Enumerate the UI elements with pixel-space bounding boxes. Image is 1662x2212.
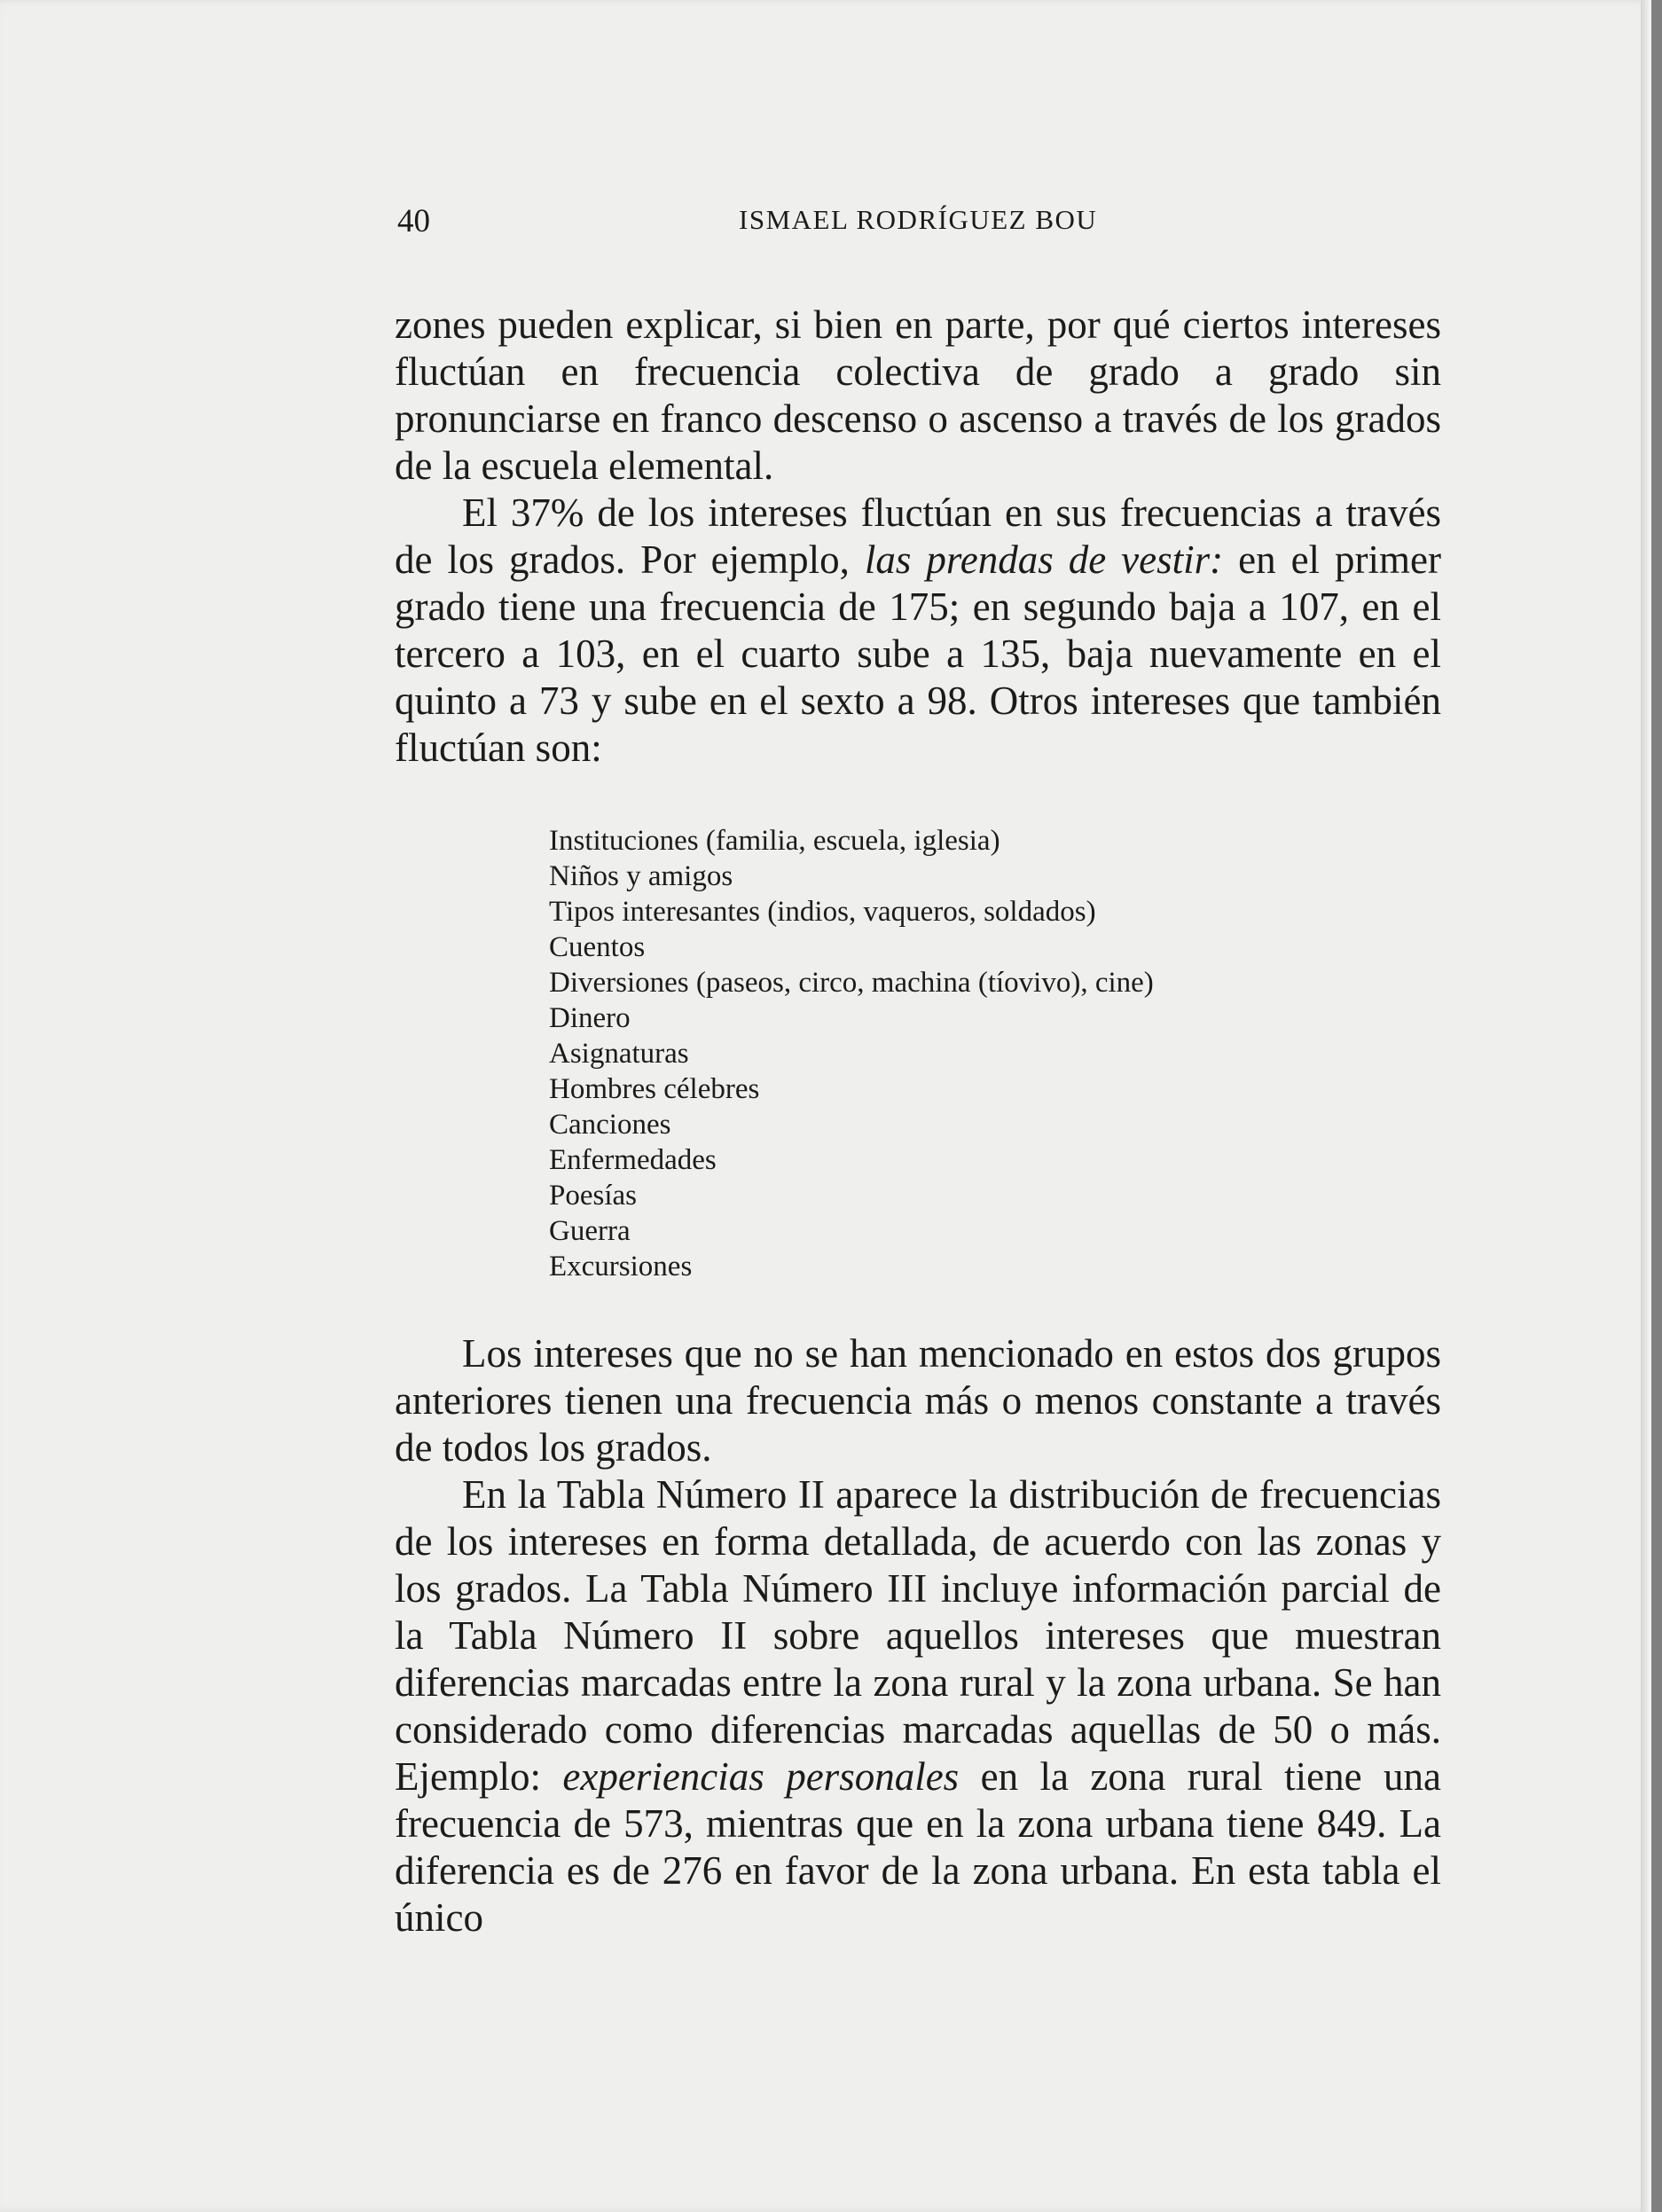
list-item: Hombres célebres <box>549 1073 760 1105</box>
list-item: Dinero <box>549 1002 631 1034</box>
interests-list <box>549 823 1347 1284</box>
list-item: Cuentos <box>549 931 646 963</box>
list-item: Tipos interesantes (indios, vaqueros, soldados) <box>549 896 1096 928</box>
paragraph-2 <box>395 490 1441 772</box>
running-head: ISMAEL RODRÍGUEZ BOU <box>739 204 1098 235</box>
list-item: Diversiones (paseos, circo, machina (tíovivo), cine) <box>549 967 1154 999</box>
list-item: Guerra <box>549 1215 631 1247</box>
list-item: Canciones <box>549 1109 671 1141</box>
paragraph-2-rest: en el primer grado tiene una frecuencia de 175; en segundo baja a 107, en el tercero a 103, en el cuarto sube a 135, baja nuevamente en el quinto a 73 y sube en el sexto a 98. Otros intereses que también fluctúan son: <box>395 537 1441 770</box>
list-item: Niños y amigos <box>549 860 733 892</box>
page-number: 40 <box>397 203 430 239</box>
paragraph-2-italic: las prendas de vestir: <box>864 537 1224 582</box>
list-item: Poesías <box>549 1180 637 1212</box>
page-header <box>397 202 1444 255</box>
page-edge <box>1641 0 1651 2212</box>
list-item: Asignaturas <box>549 1038 689 1070</box>
paragraph-3: Los intereses que no se han mencionado en estos dos grupos anteriores tienen una frecuencia más o menos constante a través de todos los grados. <box>395 1331 1441 1470</box>
paragraph-2-intro: El 37% de los intereses fluctúan en sus frecuencias a través de los grados. Por ejemplo, <box>395 490 1441 582</box>
list-item: Enfermedades <box>549 1144 717 1176</box>
list-item: Instituciones (familia, escuela, iglesia) <box>549 825 1000 857</box>
paragraph-1: zones pueden explicar, si bien en parte, por qué ciertos intereses fluctúan en frecuencia colectiva de grado a grado sin pronunciarse en franco descenso o ascenso a través de los grados de la escuela elemental. <box>395 302 1441 488</box>
paragraph-4 <box>395 1471 1441 1941</box>
list-item: Excursiones <box>549 1251 693 1282</box>
main-text-bottom <box>395 1330 1441 1941</box>
paragraph-4-b: en la zona rural tiene una frecuencia de 573, mientras que en la zona urbana tiene 849. La diferencia es de 276 en favor de la zona urbana. En esta tabla el único <box>395 1754 1441 1940</box>
paragraph-4-italic: experiencias personales <box>562 1754 960 1799</box>
main-text-top <box>395 302 1441 772</box>
paragraph-4-a: En la Tabla Número II aparece la distribución de frecuencias de los intereses en forma detallada, de acuerdo con las zonas y los grados. La Tabla Número III incluye información parcial de la Tabla Número II sobre aquellos intereses que muestran diferencias marcadas entre la zona rural y la zona urbana. Se han considerado como diferencias marcadas aquellas de 50 o más. Ejemplo: <box>395 1472 1441 1799</box>
